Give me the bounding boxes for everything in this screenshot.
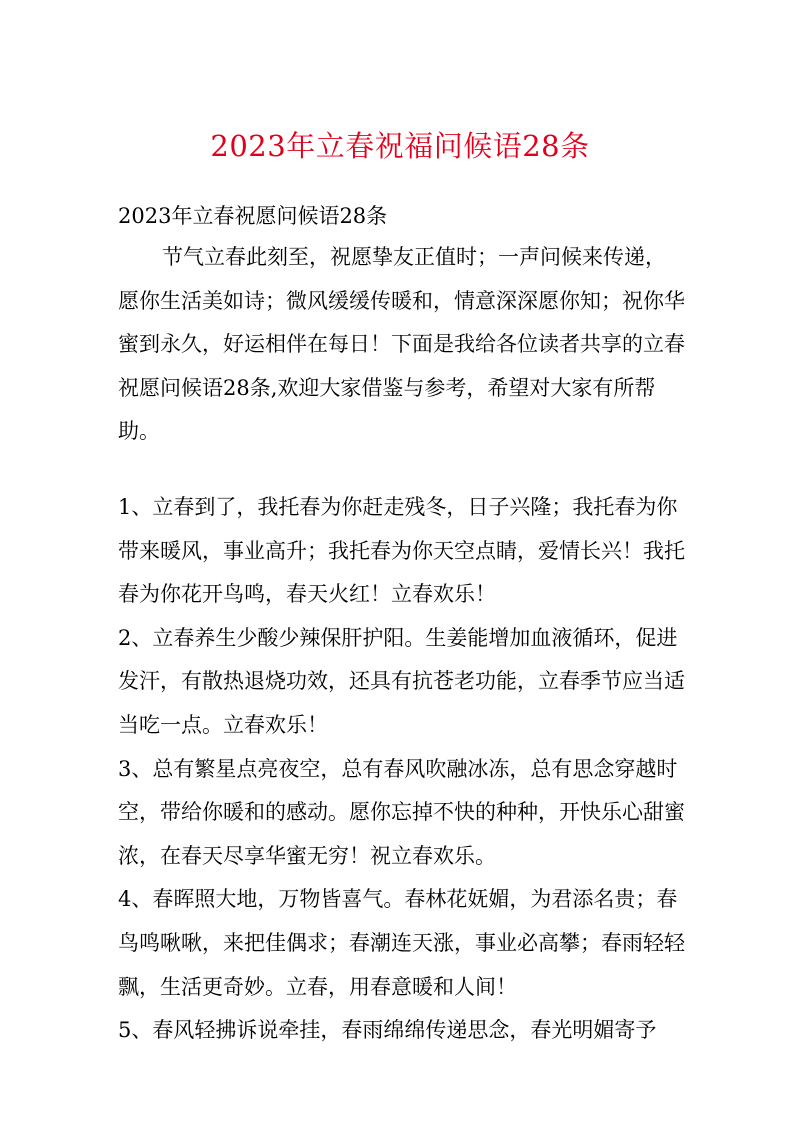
list-item: 2、立春养生少酸少辣保肝护阳。生姜能增加血液循环，促进发汗，有散热退烧功效，还具有抗苍老功能，立春季节应当适当吃一点。立春欢乐！ xyxy=(118,625,685,737)
document-title: 2023年立春祝福问候语28条 xyxy=(210,129,590,163)
intro-paragraph: 节气立春此刻至，祝愿挚友正值时；一声问候来传递，愿你生活美如诗；微风缓缓传暖和，情意深深愿你知；祝你华蜜到永久，好运相伴在每日！下面是我给各位读者共享的立春祝愿问候语28条,欢迎大家借鉴与参考，希望对大家有所帮助。 xyxy=(118,245,685,444)
list-item: 4、春晖照大地，万物皆喜气。春林花妩媚，为君添名贵；春鸟鸣啾啾，来把佳偶求；春潮连天涨，事业必高攀；春雨轻轻飘，生活更奇妙。立春，用春意暖和人间！ xyxy=(118,887,685,999)
list-item: 3、总有繁星点亮夜空，总有春风吹融冰冻，总有思念穿越时空，带给你暖和的感动。愿你忘掉不快的种种，开快乐心甜蜜浓，在春天尽享华蜜无穷！祝立春欢乐。 xyxy=(118,756,685,868)
greeting-list xyxy=(118,486,686,1053)
document-subtitle: 2023年立春祝愿问候语28条 xyxy=(118,204,388,228)
list-item: 5、春风轻拂诉说牵挂，春雨绵绵传递思念，春光明媚寄予 xyxy=(118,1018,657,1043)
list-item: 1、立春到了，我托春为你赶走残冬，日子兴隆；我托春为你带来暖风，事业高升；我托春为你天空点睛，爱情长兴！我托春为你花开鸟鸣，春天火红！立春欢乐！ xyxy=(118,495,685,607)
